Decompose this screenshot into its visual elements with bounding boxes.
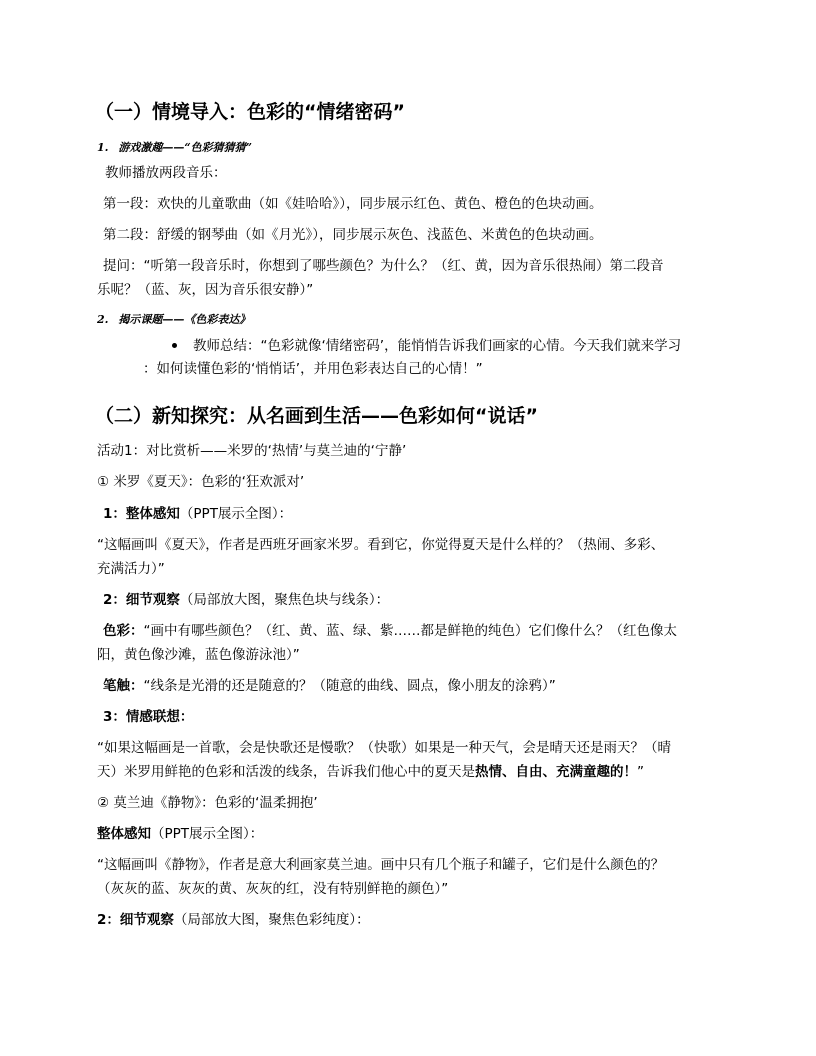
morandi-step1-line2: （灰灰的蓝、灰灰的黄、灰灰的红，没有特别鲜艳的颜色）” bbox=[97, 881, 449, 897]
item1-p4-line2: 乐呢？（蓝、灰，因为音乐很安静）” bbox=[97, 282, 314, 298]
section1-heading: （一）情境导入：色彩的“情绪密码” bbox=[95, 101, 405, 123]
morandi-step1-rest: （PPT展示全图）： bbox=[151, 826, 264, 842]
morandi-title: ② 莫兰迪《静物》：色彩的‘温柔拥抱’ bbox=[97, 795, 318, 811]
miro-color-line2: 阳，黄色像沙滩，蓝色像游泳池）” bbox=[97, 647, 300, 663]
miro-title: ① 米罗《夏天》：色彩的‘狂欢派对’ bbox=[97, 474, 305, 490]
item1-p3: 第二段：舒缓的钢琴曲（如《月光》），同步展示灰色、浅蓝色、米黄色的色块动画。 bbox=[103, 227, 603, 243]
miro-step1-rest: （PPT展示全图）： bbox=[179, 506, 293, 522]
miro-step2 bbox=[103, 588, 389, 608]
bullet-dot bbox=[172, 343, 177, 348]
item1-p2: 第一段：欢快的儿童歌曲（如《娃哈哈》），同步展示红色、黄色、橙色的色块动画。 bbox=[103, 196, 603, 212]
section2-heading: （二）新知探究：从名画到生活——色彩如何“说话” bbox=[95, 405, 538, 427]
miro-step1-label: 1：整体感知 bbox=[103, 506, 180, 522]
morandi-step1-line1: “这幅画叫《静物》，作者是意大利画家莫兰迪。画中只有几个瓶子和罐子，它们是什么颜色的？ bbox=[97, 857, 665, 873]
item2-number: 2. bbox=[97, 313, 109, 326]
item1-number: 1. bbox=[97, 141, 109, 154]
miro-step3-line2-a: 天）米罗用鲜艳的色彩和活泼的线条，告诉我们他心中的夏天是 bbox=[97, 764, 475, 780]
item1-p1: 教师播放两段音乐： bbox=[105, 165, 227, 181]
morandi-step1 bbox=[97, 822, 263, 842]
miro-color-label: 色彩： bbox=[103, 623, 144, 639]
item2-heading bbox=[97, 311, 250, 327]
miro-stroke-label: 笔触： bbox=[103, 678, 144, 694]
activity1-title: 活动1：对比赏析——米罗的‘热情’与莫兰迪的‘宁静’ bbox=[97, 443, 407, 459]
morandi-step2-label: 2：细节观察 bbox=[97, 912, 174, 928]
miro-step3-line2-c: ” bbox=[637, 764, 644, 780]
miro-stroke-line bbox=[103, 674, 556, 694]
item2-bullet-line1: 教师总结：“色彩就像‘情绪密码’，能悄悄告诉我们画家的心情。今天我们就来学习 bbox=[193, 338, 682, 354]
miro-step2-label: 2：细节观察 bbox=[103, 592, 180, 608]
item1-p4-line1: 提问：“听第一段音乐时，你想到了哪些颜色？为什么？（红、黄，因为音乐很热闹）第二段音 bbox=[103, 258, 664, 274]
miro-step3-line1: “如果这幅画是一首歌，会是快歌还是慢歌？（快歌）如果是一种天气，会是晴天还是雨天？（晴 bbox=[97, 740, 671, 756]
item1-heading bbox=[97, 139, 252, 155]
morandi-step2-rest: （局部放大图，聚焦色彩纯度）： bbox=[173, 912, 370, 928]
miro-step3-emphasis: 热情、自由、充满童趣的！ bbox=[475, 764, 637, 780]
morandi-step1-label: 整体感知 bbox=[97, 826, 151, 842]
miro-stroke-text: “线条是光滑的还是随意的？（随意的曲线、圆点，像小朋友的涂鸦）” bbox=[143, 678, 556, 694]
item2-bullet-line2: ：如何读懂色彩的‘悄悄话’，并用色彩表达自己的心情！” bbox=[143, 361, 483, 377]
miro-color-text1: “画中有哪些颜色？（红、黄、蓝、绿、紫……都是鲜艳的纯色）它们像什么？（红色像太 bbox=[143, 623, 677, 639]
item2-title: 揭示课题——《色彩表达》 bbox=[118, 313, 251, 326]
miro-step1-line2: 充满活力）” bbox=[97, 561, 165, 577]
miro-color-line1 bbox=[103, 619, 677, 639]
miro-step3-line2 bbox=[97, 760, 644, 780]
morandi-step2 bbox=[97, 908, 370, 928]
miro-step1-line1: “这幅画叫《夏天》，作者是西班牙画家米罗。看到它，你觉得夏天是什么样的？（热闹、多彩、 bbox=[97, 537, 665, 553]
miro-step3-label: 3：情感联想： bbox=[103, 709, 194, 725]
item1-title: 游戏激趣——“色彩猜猜猜” bbox=[118, 141, 252, 154]
miro-step1 bbox=[103, 502, 292, 522]
miro-step2-rest: （局部放大图，聚焦色块与线条）： bbox=[179, 592, 390, 608]
